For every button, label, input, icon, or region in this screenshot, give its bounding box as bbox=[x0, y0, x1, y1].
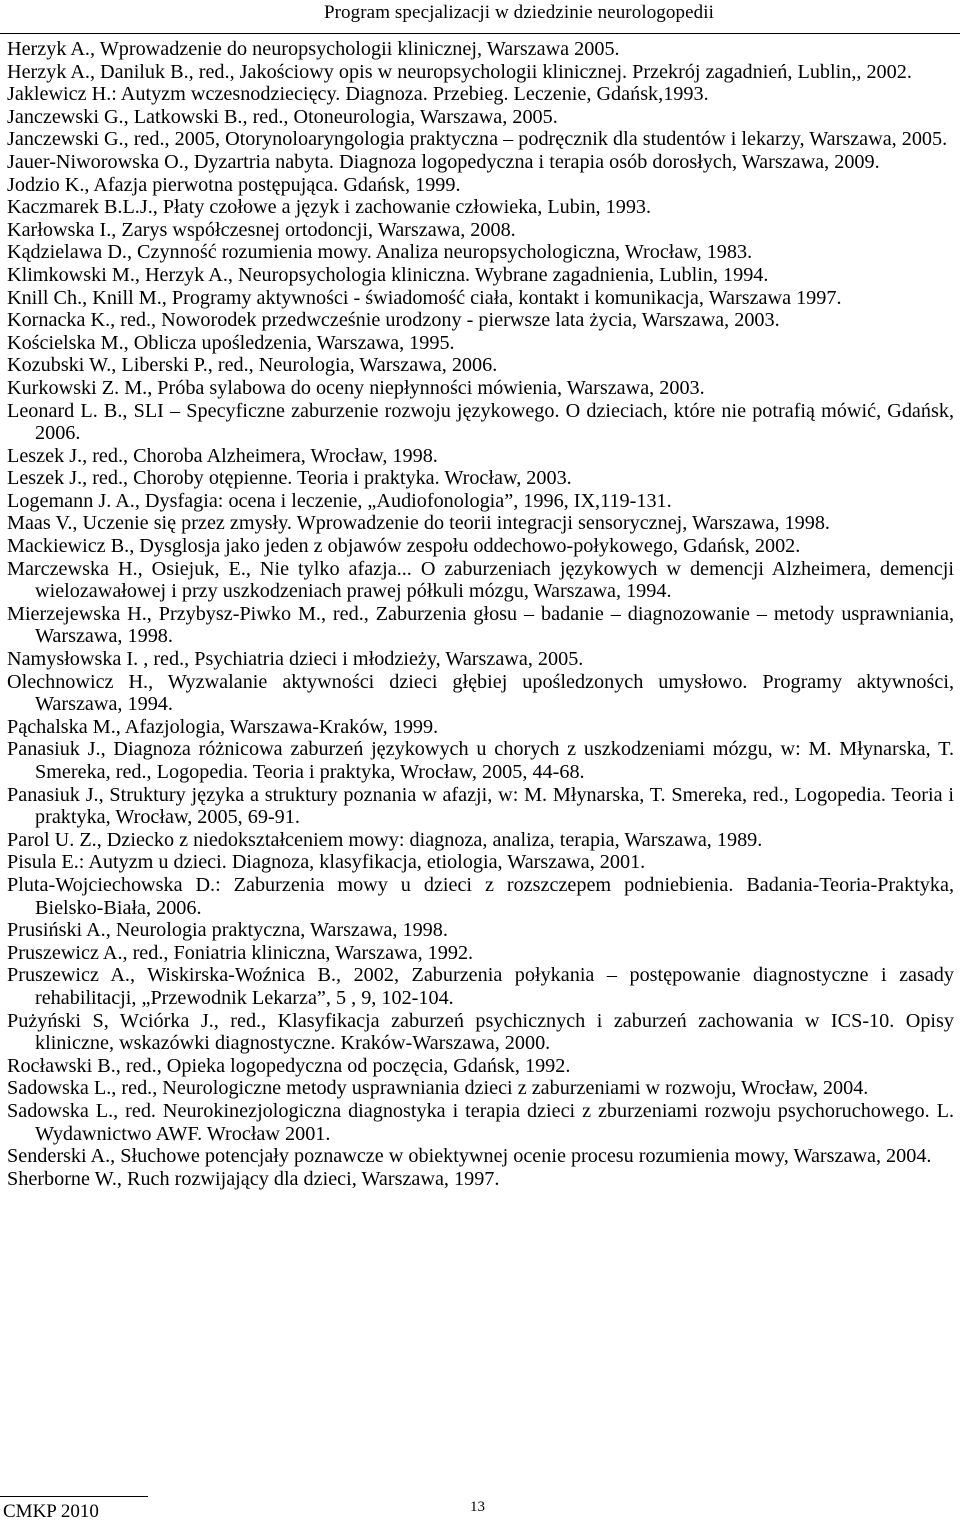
reference-entry: Logemann J. A., Dysfagia: ocena i leczenie, „Audiofonologia”, 1996, IX,119-131. bbox=[7, 489, 672, 512]
running-header: Program specjalizacji w dziedzinie neurologopedii bbox=[323, 2, 714, 23]
reference-entry: Senderski A., Słuchowe potencjały poznawcze w obiektywnej ocenie procesu rozumienia mowy, Warszawa, 2004. bbox=[7, 1145, 932, 1168]
reference-entry: Pluta-Wojciechowska D.: Zaburzenia mowy u dzieci z rozszczepem podniebienia. Badania-Teoria-Praktyka, Bielsko-Biała, 2006. bbox=[7, 873, 954, 919]
reference-entry: Pruszewicz A., Wiskirska-Woźnica B., 2002, Zaburzenia połykania – postępowanie diagnostyczne i zasady rehabilitacji, „Przewodnik Lekarza”, 5 , 9, 102-104. bbox=[7, 964, 954, 1009]
reference-entry: Karłowska I., Zarys współczesnej ortodoncji, Warszawa, 2008. bbox=[7, 218, 516, 241]
reference-entry: Pruszewicz A., red., Foniatria kliniczna, Warszawa, 1992. bbox=[7, 941, 474, 964]
reference-entry: Leonard L. B., SLI – Specyficzne zaburzenie rozwoju językowego. O dzieciach, które nie potrafią mówić, Gdańsk, 2006. bbox=[7, 399, 954, 445]
reference-entry: Klimkowski M., Herzyk A., Neuropsychologia kliniczna. Wybrane zagadnienia, Lublin, 1994. bbox=[7, 263, 769, 286]
reference-entry: Namysłowska I. , red., Psychiatria dzieci i młodzieży, Warszawa, 2005. bbox=[7, 648, 584, 671]
reference-entry: Panasiuk J., Struktury języka a struktury poznania w afazji, w: M. Młynarska, T. Smereka, red., Logopedia. Teoria i praktyka, Wrocław, 2005, 69-91. bbox=[7, 783, 954, 829]
reference-entry: Pąchalska M., Afazjologia, Warszawa-Kraków, 1999. bbox=[7, 715, 439, 738]
reference-entry: Leszek J., red., Choroby otępienne. Teoria i praktyka. Wrocław, 2003. bbox=[7, 467, 572, 490]
reference-entry: Pisula E.: Autyzm u dzieci. Diagnoza, klasyfikacja, etiologia, Warszawa, 2001. bbox=[7, 851, 646, 874]
reference-list bbox=[7, 38, 954, 1190]
reference-entry: Jauer-Niworowska O., Dyzartria nabyta. Diagnoza logopedyczna i terapia osób dorosłych, Warszawa, 2009. bbox=[7, 150, 880, 173]
reference-entry: Sadowska L., red. Neurokinezjologiczna diagnostyka i terapia dzieci z zburzeniami rozwoju psychoruchowego. L. Wydawnictwo AWF. Wrocław 2001. bbox=[7, 1099, 954, 1145]
reference-entry: Marczewska H., Osiejuk, E., Nie tylko afazja... O zaburzeniach językowych w demencji Alzheimera, demencji wielozawałowej i przy uszkodzeniach prawej półkuli mózgu, Warszawa, 1994. bbox=[7, 557, 954, 603]
reference-entry: Jaklewicz H.: Autyzm wczesnodziecięcy. Diagnoza. Przebieg. Leczenie, Gdańsk,1993. bbox=[7, 83, 709, 106]
reference-entry: Jodzio K., Afazja pierwotna postępująca. Gdańsk, 1999. bbox=[7, 173, 461, 196]
reference-entry: Herzyk A., Daniluk B., red., Jakościowy opis w neuropsychologii klinicznej. Przekrój zagadnień, Lublin,, 2002. bbox=[7, 60, 912, 83]
page-number: 13 bbox=[470, 1499, 485, 1515]
reference-entry: Mackiewicz B., Dysglosja jako jeden z objawów zespołu oddechowo-połykowego, Gdańsk, 2002. bbox=[7, 535, 801, 558]
reference-entry: Knill Ch., Knill M., Programy aktywności - świadomość ciała, kontakt i komunikacja, Warszawa 1997. bbox=[7, 286, 842, 309]
reference-entry: Kurkowski Z. M., Próba sylabowa do oceny niepłynności mówienia, Warszawa, 2003. bbox=[7, 376, 705, 399]
reference-entry: Kądzielawa D., Czynność rozumienia mowy. Analiza neuropsychologiczna, Wrocław, 1983. bbox=[7, 241, 753, 264]
reference-entry: Panasiuk J., Diagnoza różnicowa zaburzeń językowych u chorych z uszkodzeniami mózgu, w: M. Młynarska, T. Smereka, red., Logopedia. Teoria i praktyka, Wrocław, 2005, 44-68. bbox=[7, 738, 954, 783]
reference-entry: Janczewski G., Latkowski B., red., Otoneurologia, Warszawa, 2005. bbox=[7, 105, 558, 128]
reference-entry: Mierzejewska H., Przybysz-Piwko M., red., Zaburzenia głosu – badanie – diagnozowanie – metody usprawniania, Warszawa, 1998. bbox=[7, 602, 954, 648]
reference-entry: Sherborne W., Ruch rozwijający dla dzieci, Warszawa, 1997. bbox=[7, 1167, 500, 1190]
reference-entry: Leszek J., red., Choroba Alzheimera, Wrocław, 1998. bbox=[7, 444, 438, 467]
reference-entry: Kozubski W., Liberski P., red., Neurologia, Warszawa, 2006. bbox=[7, 354, 498, 377]
reference-entry: Herzyk A., Wprowadzenie do neuropsychologii klinicznej, Warszawa 2005. bbox=[7, 38, 620, 60]
reference-entry: Rocławski B., red., Opieka logopedyczna od poczęcia, Gdańsk, 1992. bbox=[7, 1054, 571, 1077]
reference-entry: Maas V., Uczenie się przez zmysły. Wprowadzenie do teorii integracji sensorycznej, Warszawa, 1998. bbox=[7, 512, 830, 535]
reference-entry: Kaczmarek B.L.J., Płaty czołowe a język i zachowanie człowieka, Lubin, 1993. bbox=[7, 196, 652, 219]
reference-entry: Kornacka K., red., Noworodek przedwcześnie urodzony - pierwsze lata życia, Warszawa, 2003. bbox=[7, 309, 780, 332]
reference-entry: Olechnowicz H., Wyzwalanie aktywności dzieci głębiej upośledzonych umysłowo. Programy aktywności, Warszawa, 1994. bbox=[7, 670, 954, 716]
footer-divider bbox=[0, 1496, 148, 1497]
header-divider bbox=[0, 33, 960, 34]
footer-label: CMKP 2010 bbox=[3, 1501, 99, 1522]
reference-entry: Prusiński A., Neurologia praktyczna, Warszawa, 1998. bbox=[7, 919, 448, 942]
reference-entry: Janczewski G., red., 2005, Otorynoloaryngologia praktyczna – podręcznik dla studentów i lekarzy, Warszawa, 2005. bbox=[7, 128, 948, 151]
reference-entry: Parol U. Z., Dziecko z niedokształceniem mowy: diagnoza, analiza, terapia, Warszawa, 1989. bbox=[7, 828, 763, 851]
reference-entry: Sadowska L., red., Neurologiczne metody usprawniania dzieci z zaburzeniami w rozwoju, Wrocław, 2004. bbox=[7, 1077, 869, 1100]
reference-entry: Pużyński S, Wciórka J., red., Klasyfikacja zaburzeń psychicznych i zaburzeń zachowania w ICS-10. Opisy kliniczne, wskazówki diagnostyczne. Kraków-Warszawa, 2000. bbox=[7, 1009, 954, 1055]
reference-entry: Kościelska M., Oblicza upośledzenia, Warszawa, 1995. bbox=[7, 331, 455, 354]
